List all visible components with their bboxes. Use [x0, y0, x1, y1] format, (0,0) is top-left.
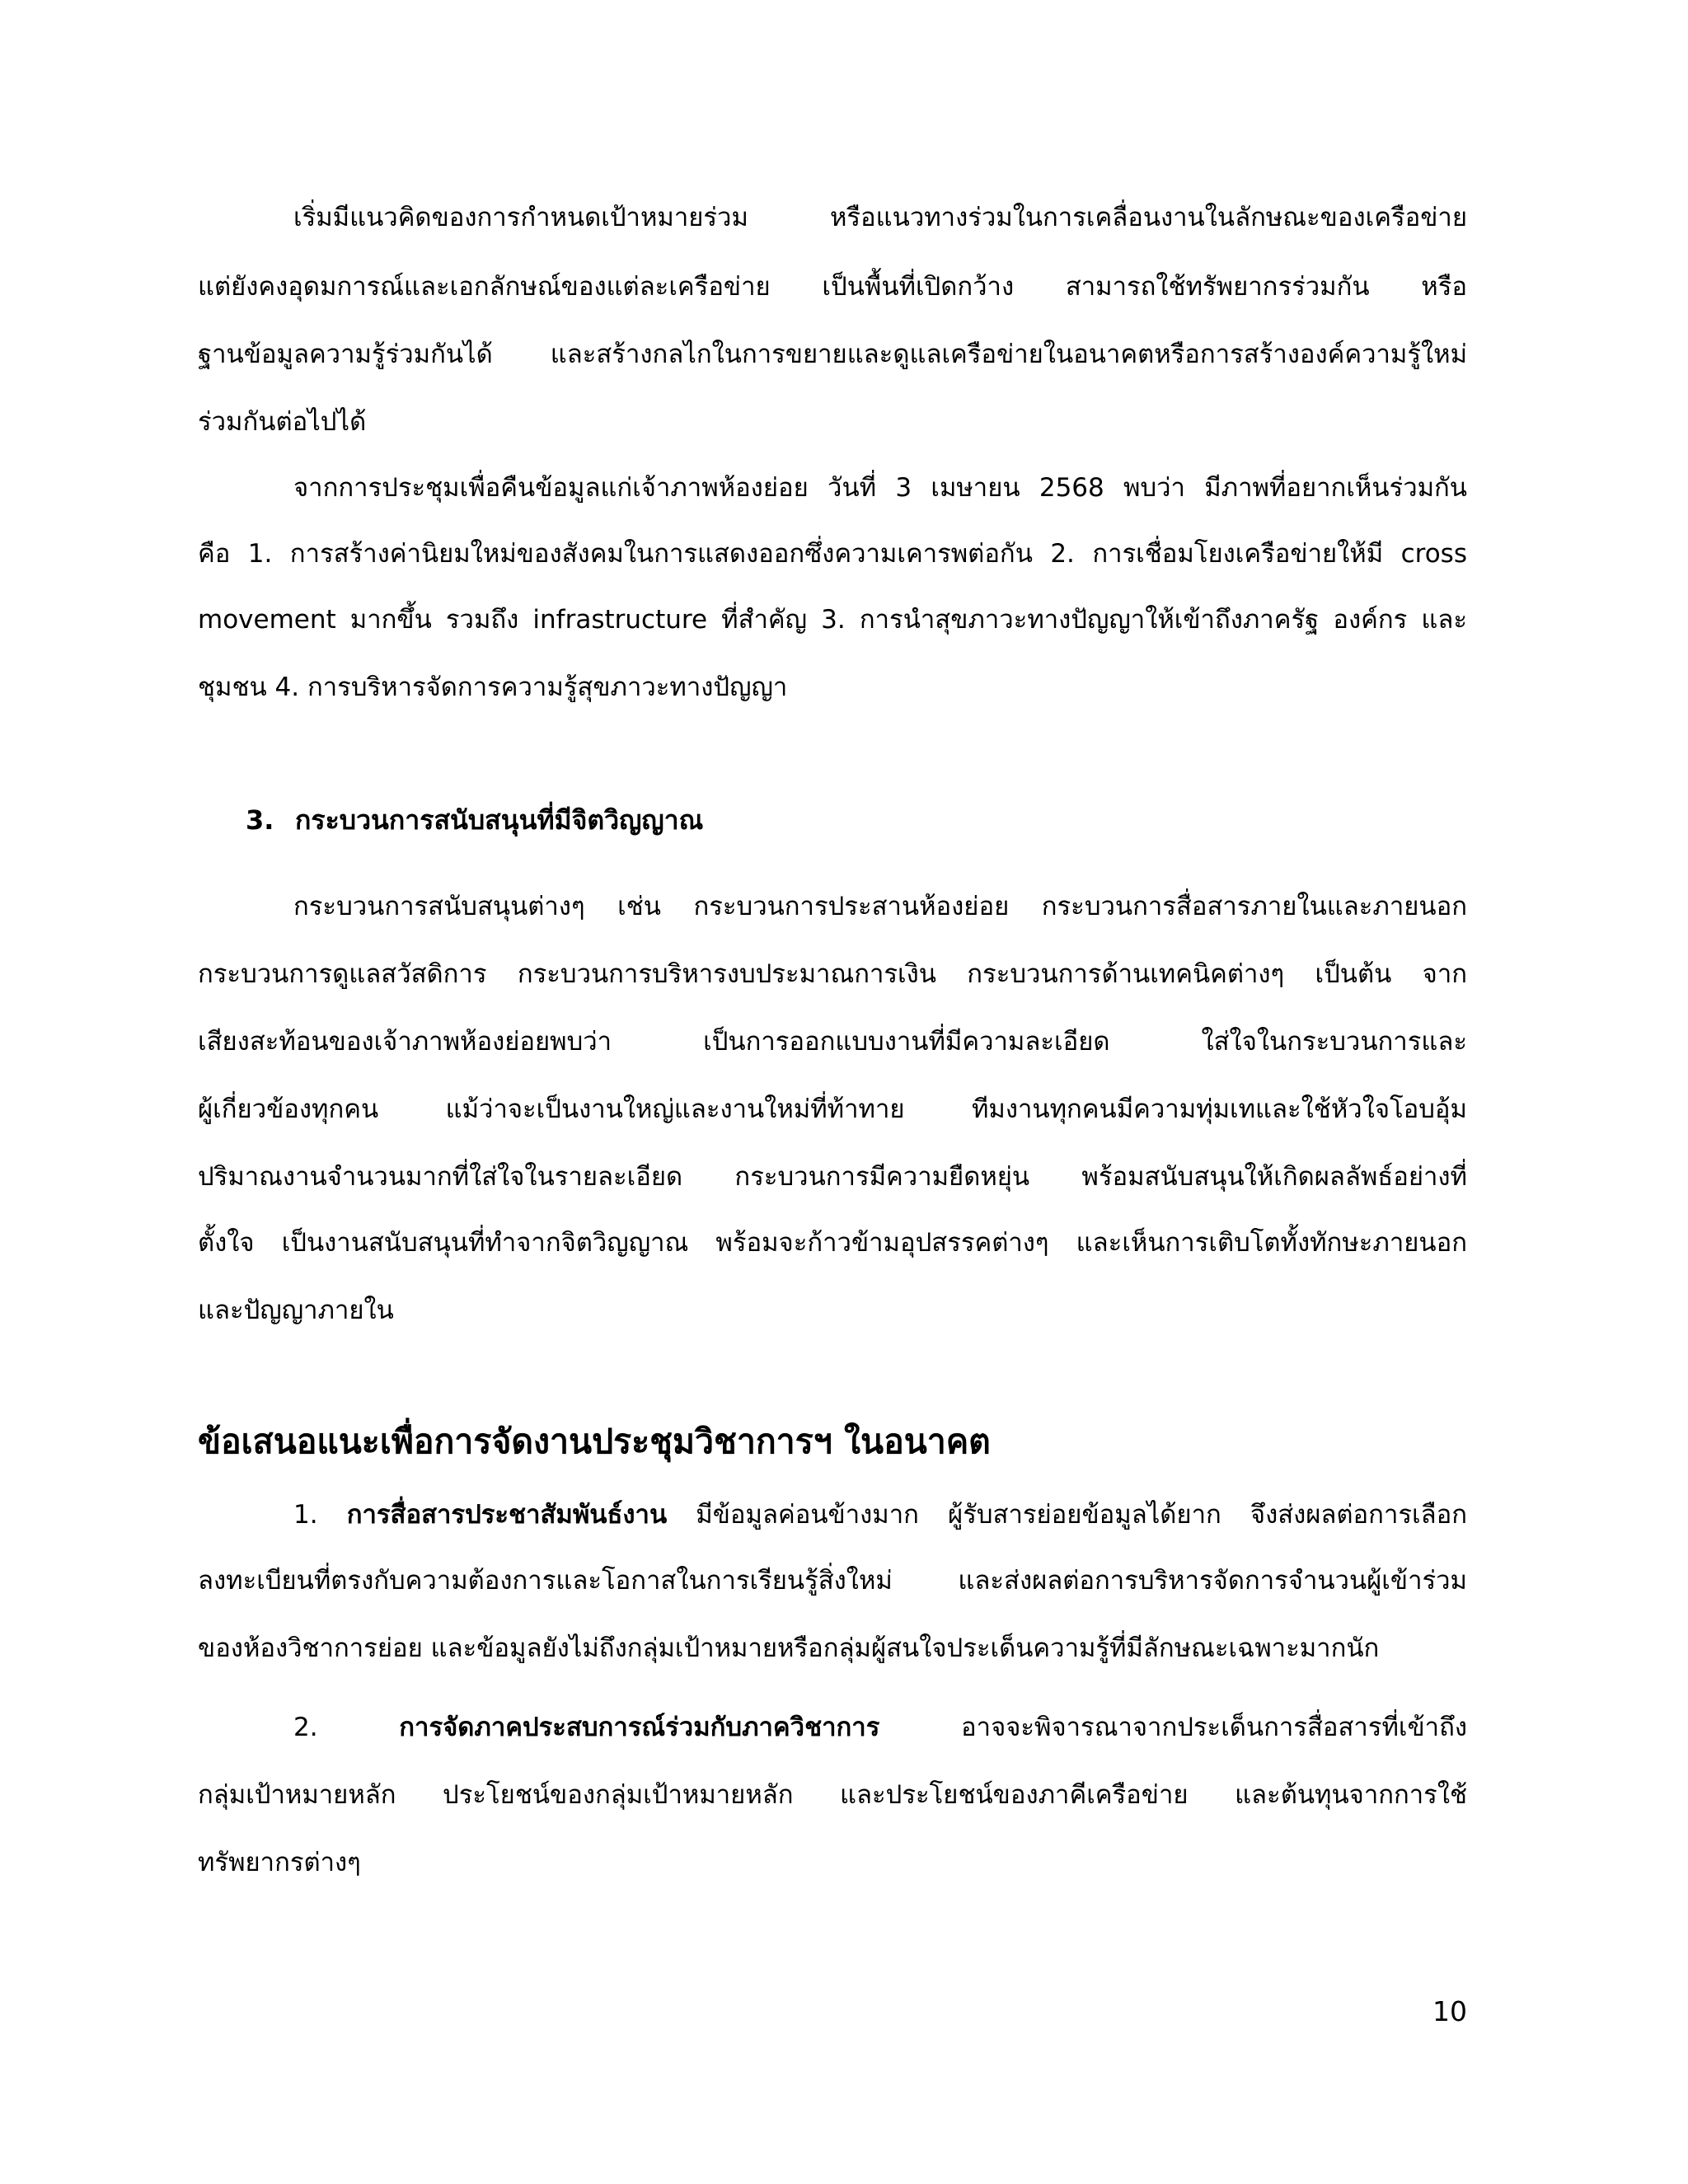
paragraph-line: กระบวนการดูแลสวัสดิการ กระบวนการบริหารงบประมาณการเงิน กระบวนการด้านเทคนิคต่างๆ เป็นต้น จาก: [198, 959, 1467, 989]
recommendation-line: [293, 1711, 1467, 1744]
paragraph-line: เสียงสะท้อนของเจ้าภาพห้องย่อยพบว่า เป็นการออกแบบงานที่มีความละเอียด ใส่ใจในกระบวนการและ: [198, 1027, 1467, 1057]
item-number: 2.: [293, 1713, 318, 1742]
section-number: 3.: [246, 804, 274, 836]
page-number: 10: [1432, 1995, 1467, 2027]
paragraph-line: กระบวนการสนับสนุนต่างๆ เช่น กระบวนการประสานห้องย่อย กระบวนการสื่อสารภายในและภายนอก: [293, 892, 1467, 921]
paragraph-line: ตั้งใจ เป็นงานสนับสนุนที่ทำจากจิตวิญญาณ พร้อมจะก้าวข้ามอุปสรรคต่างๆ และเห็นการเติบโตทั้งทักษะภายนอก: [198, 1228, 1467, 1258]
item-title: การสื่อสารประชาสัมพันธ์งาน: [346, 1500, 668, 1530]
paragraph-line: movement มากขึ้น รวมถึง infrastructure ที่สำคัญ 3. การนำสุขภาวะทางปัญญาให้เข้าถึงภาครัฐ องค์กร และ: [198, 605, 1467, 635]
paragraph-line: ชุมชน 4. การบริหารจัดการความรู้สุขภาวะทางปัญญา: [198, 673, 788, 702]
paragraph-line: ร่วมกันต่อไปได้: [198, 407, 367, 437]
item-text: อาจจะพิจารณาจากประเด็นการสื่อสารที่เข้าถึง: [879, 1713, 1467, 1742]
recommendation-line: ลงทะเบียนที่ตรงกับความต้องการและโอกาสในการเรียนรู้สิ่งใหม่ และส่งผลต่อการบริหารจัดการจำนวนผู้เข้าร่วม: [198, 1566, 1467, 1596]
section-heading: [246, 803, 703, 837]
recommendation-line: ของห้องวิชาการย่อย และข้อมูลยังไม่ถึงกลุ่มเป้าหมายหรือกลุ่มผู้สนใจประเด็นความรู้ที่มีลักษณะเฉพาะมากนัก: [198, 1633, 1380, 1663]
item-title: การจัดภาคประสบการณ์ร่วมกับภาควิชาการ: [399, 1713, 880, 1742]
recommendation-line: [293, 1498, 1467, 1531]
paragraph-line: ปริมาณงานจำนวนมากที่ใส่ใจในรายละเอียด กระบวนการมีความยืดหยุ่น พร้อมสนับสนุนให้เกิดผลลัพธ์อย่างที่: [198, 1162, 1467, 1192]
paragraph-line: ผู้เกี่ยวข้องทุกคน แม้ว่าจะเป็นงานใหญ่และงานใหม่ที่ท้าทาย ทีมงานทุกคนมีความทุ่มเทและใช้หัวใจโอบอุ้ม: [198, 1094, 1467, 1124]
item-number: 1.: [293, 1500, 318, 1530]
section-title: กระบวนการสนับสนุนที่มีจิตวิญญาณ: [295, 804, 704, 836]
paragraph-line: ฐานข้อมูลความรู้ร่วมกันได้ และสร้างกลไกในการขยายและดูแลเครือข่ายในอนาคตหรือการสร้างองค์ความรู้ใหม่: [198, 340, 1467, 369]
recommendation-line: ทรัพยากรต่างๆ: [198, 1848, 361, 1877]
paragraph-line: แต่ยังคงอุดมการณ์และเอกลักษณ์ของแต่ละเครือข่าย เป็นพื้นที่เปิดกว้าง สามารถใช้ทรัพยากรร่วมกัน หรือ: [198, 272, 1467, 302]
paragraph-line: คือ 1. การสร้างค่านิยมใหม่ของสังคมในการแสดงออกซึ่งความเคารพต่อกัน 2. การเชื่อมโยงเครือข่ายให้มี cross: [198, 539, 1467, 569]
item-text: มีข้อมูลค่อนข้างมาก ผู้รับสารย่อยข้อมูลได้ยาก จึงส่งผลต่อการเลือก: [667, 1500, 1467, 1530]
recommendation-line: กลุ่มเป้าหมายหลัก ประโยชน์ของกลุ่มเป้าหมายหลัก และประโยชน์ของภาคีเครือข่าย และต้นทุนจากการใช้: [198, 1780, 1467, 1810]
paragraph-line: เริ่มมีแนวคิดของการกำหนดเป้าหมายร่วม หรือแนวทางร่วมในการเคลื่อนงานในลักษณะของเครือข่าย: [293, 203, 1467, 232]
paragraph-line: จากการประชุมเพื่อคืนข้อมูลแก่เจ้าภาพห้องย่อย วันที่ 3 เมษายน 2568 พบว่า มีภาพที่อยากเห็นร่วมกัน: [293, 473, 1467, 503]
paragraph-line: และปัญญาภายใน: [198, 1296, 394, 1325]
recommendations-heading: ข้อเสนอแนะเพื่อการจัดงานประชุมวิชาการฯ ในอนาคต: [198, 1422, 991, 1461]
